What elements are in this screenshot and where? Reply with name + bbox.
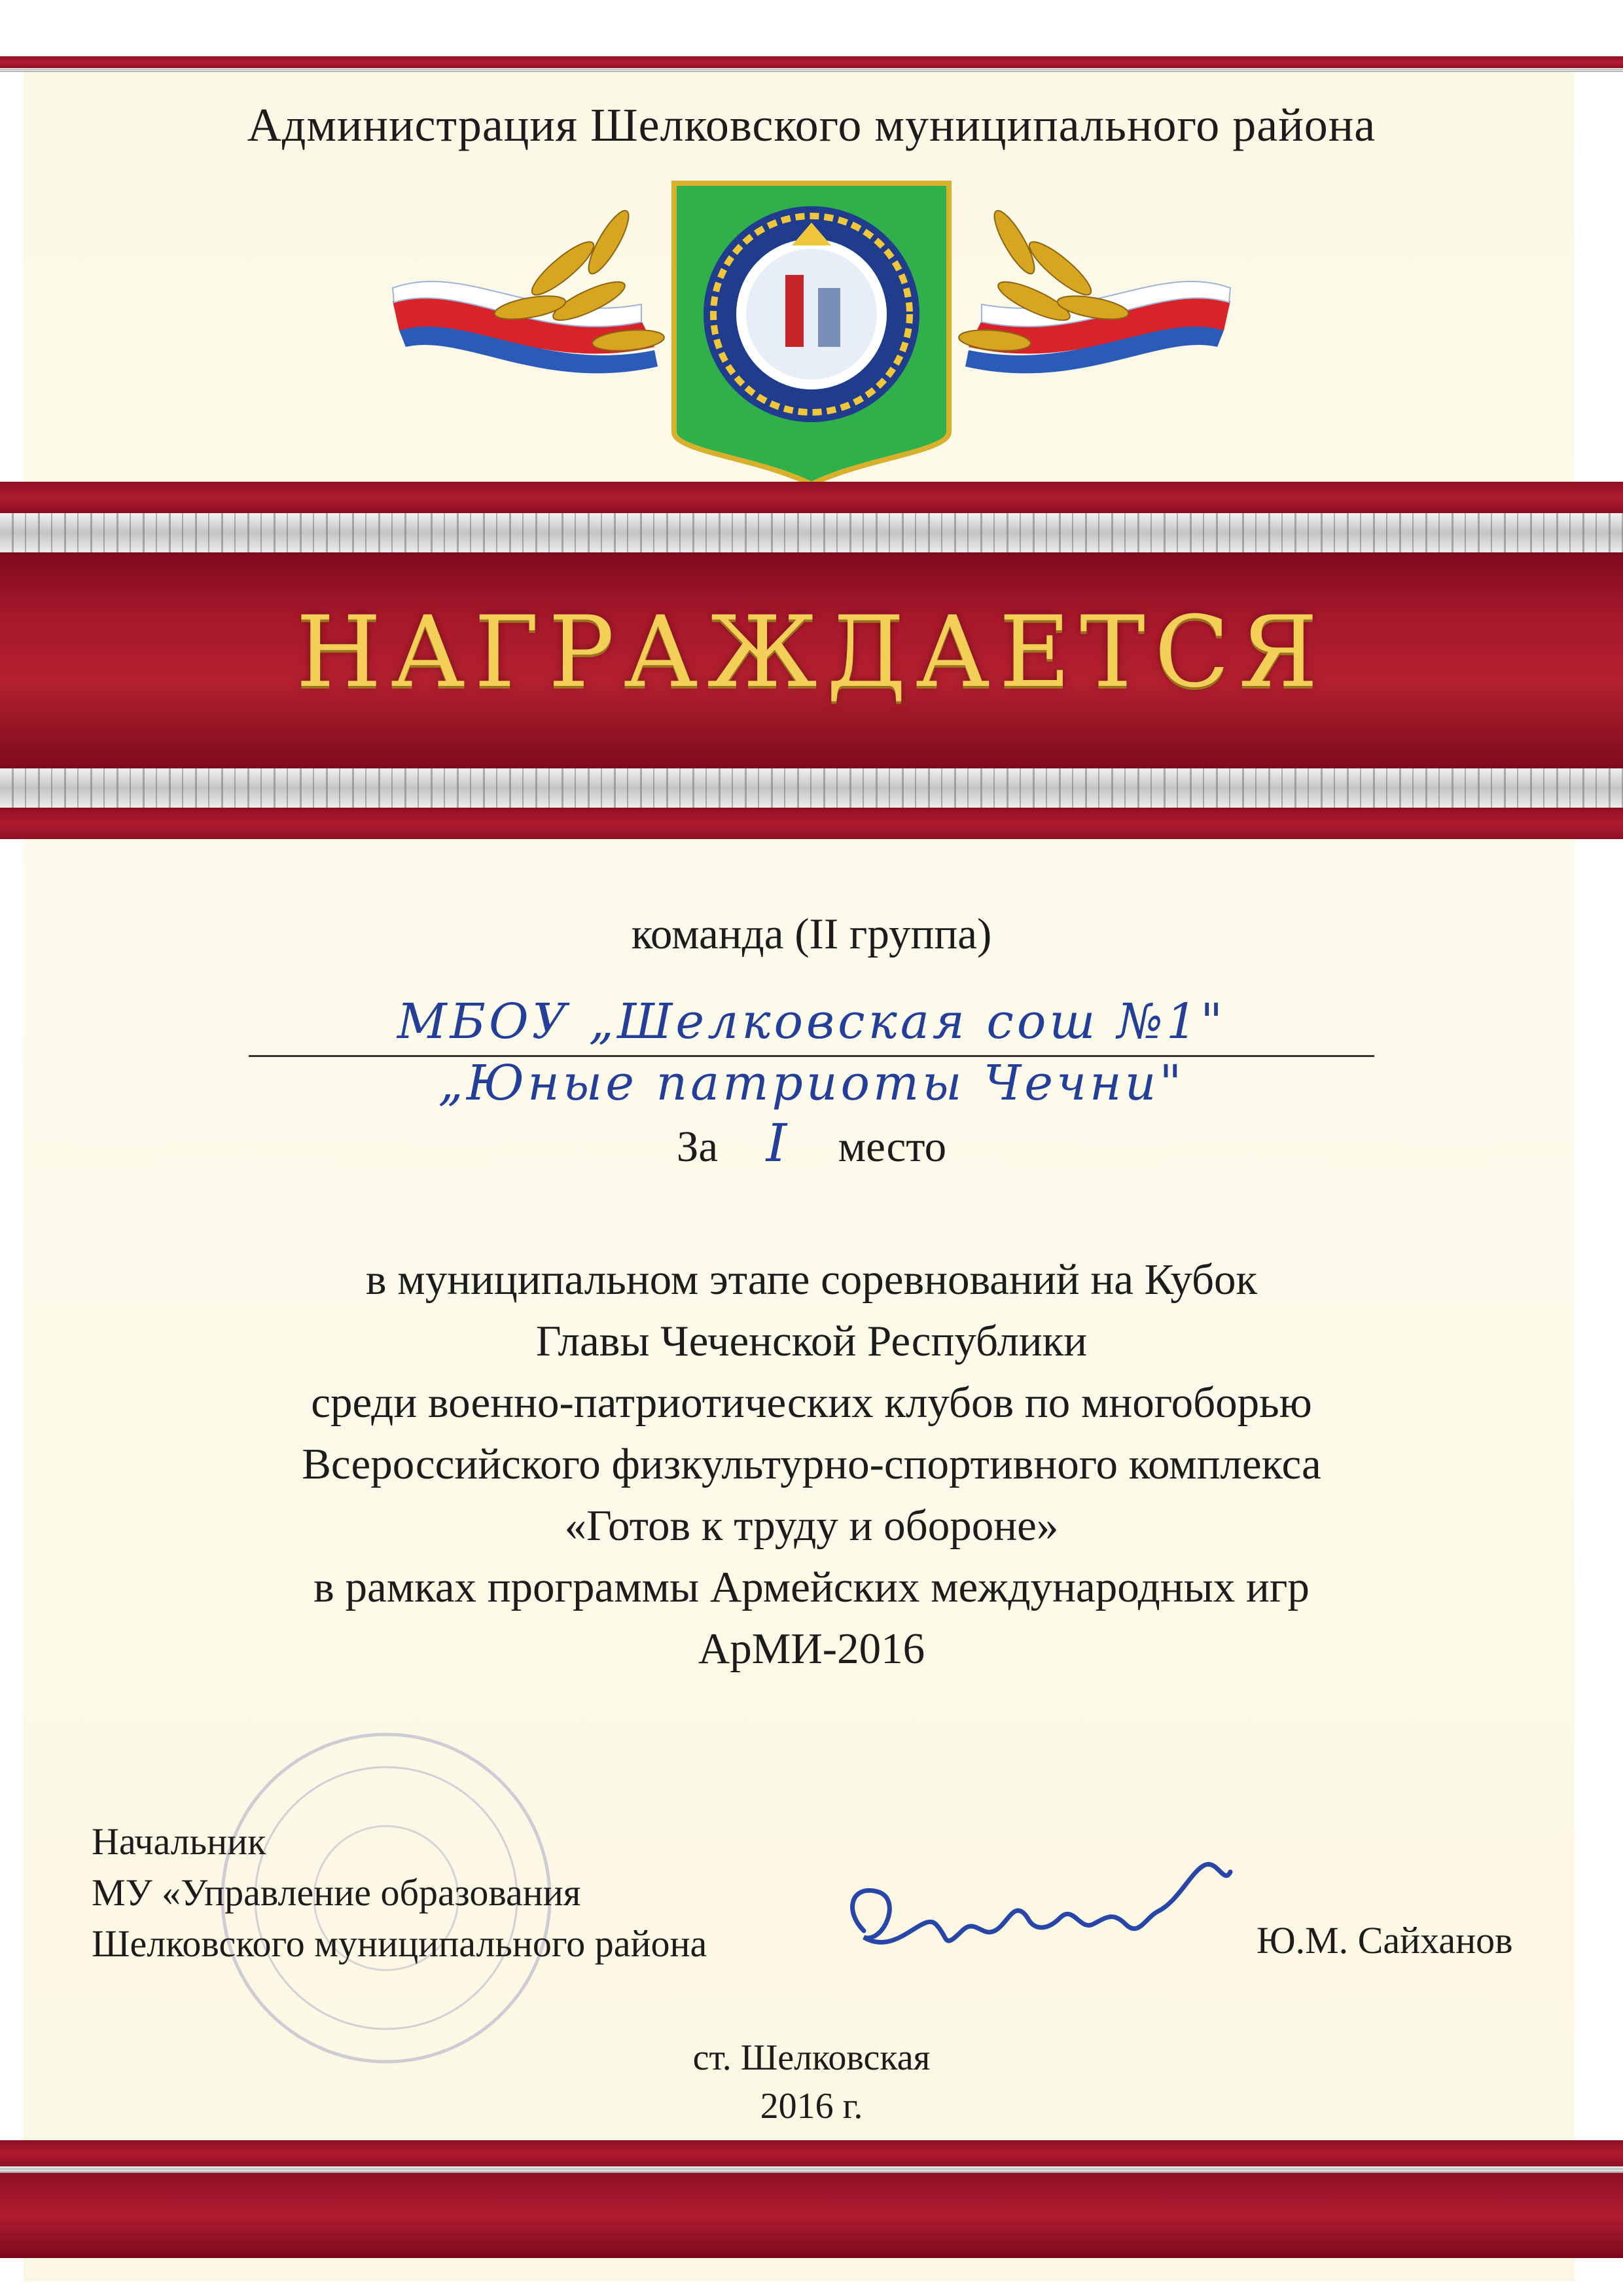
body-line: в рамках программы Армейских международных игр [313,1563,1310,1611]
banner-bottom-edge [0,808,1623,839]
footer-year: 2016 г. [760,2086,863,2126]
banner-top-edge [0,482,1623,513]
body-line: в муниципальном этапе соревнований на Кубок [365,1255,1258,1304]
recipient-type: команда (II группа) [631,910,992,958]
handwritten-signature [838,1833,1257,1990]
footer-location: ст. Шелковская [692,2037,931,2078]
place-line [0,1113,1623,1177]
position-line: МУ «Управление образования [92,1871,581,1914]
bottom-red-band-2 [0,2173,1623,2258]
position-line: Начальник [92,1820,266,1863]
body-line: АрМИ-2016 [698,1624,925,1673]
banner-ornament-top [0,513,1623,552]
bottom-silver-line [0,2166,1623,2173]
administration-title: Администрация Шелковского муниципального района [247,99,1376,151]
signatory-name: Ю.М. Сайханов [1257,1919,1513,1962]
footer-place [0,2034,1623,2130]
body-line: «Готов к труду и обороне» [564,1501,1059,1550]
place-suffix: место [838,1122,947,1171]
body-line: Всероссийского физкультурно-спортивного комплекса [302,1440,1321,1488]
chechen-emblem [366,177,1257,484]
banner-ornament-bottom [0,768,1623,808]
top-red-band [0,56,1623,68]
top-silver-line [0,68,1623,72]
bottom-red-band-1 [0,2140,1623,2166]
body-line: среди военно-патриотических клубов по многоборью [311,1378,1312,1427]
body-text-block [0,1249,1623,1679]
award-heading: НАГРАЖДАЕТСЯ [296,596,1327,709]
signatory-position [92,1816,707,1969]
handwritten-team: „Юные патриоты Чечни" [438,1055,1185,1111]
body-line: Главы Чеченской Республики [535,1317,1088,1365]
position-line: Шелковского муниципального района [92,1922,707,1965]
place-value: I [766,1113,791,1174]
handwritten-school: МБОУ „Шелковская сош №1" [397,994,1226,1050]
place-prefix: За [676,1122,719,1171]
